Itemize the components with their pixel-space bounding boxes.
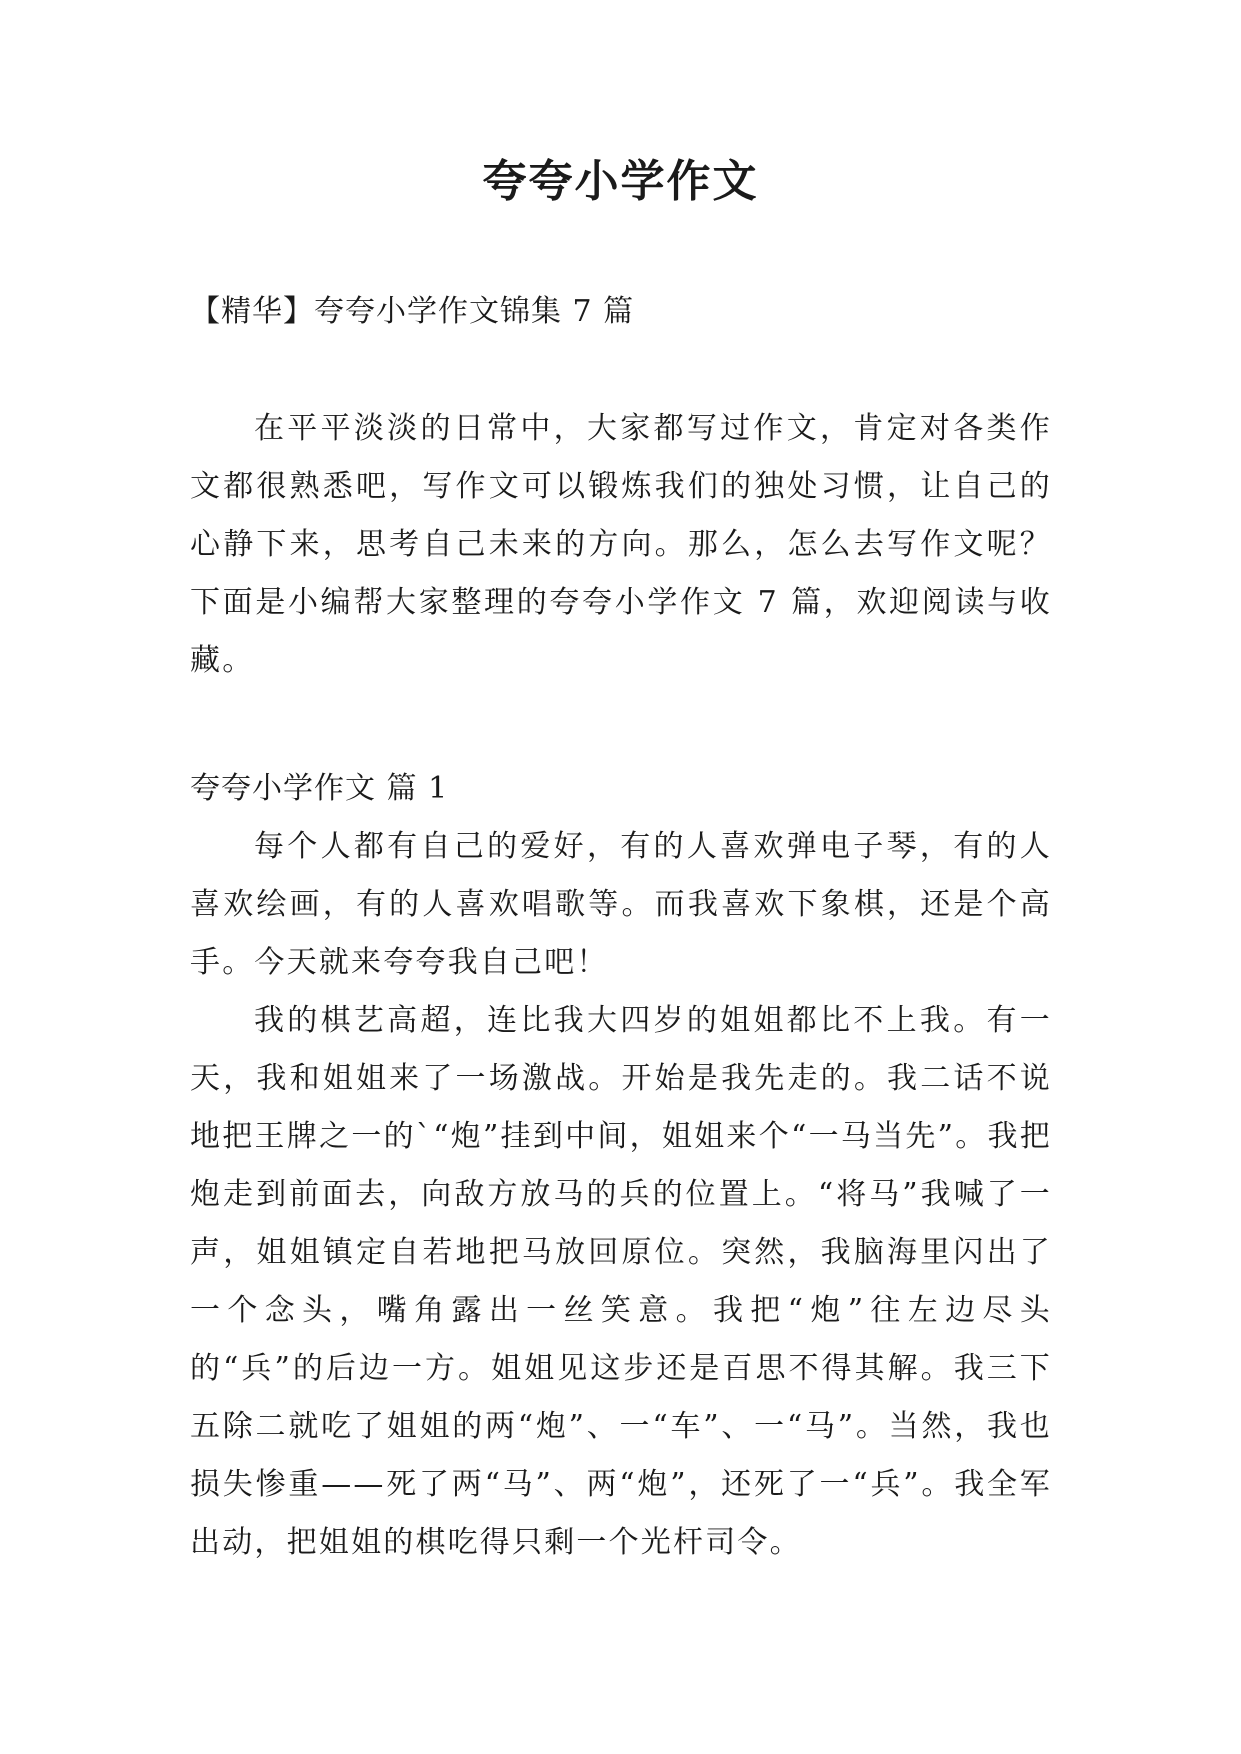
body-paragraph: 每个人都有自己的爱好，有的人喜欢弹电子琴，有的人喜欢绘画，有的人喜欢唱歌等。而我喜欢下象棋，还是个高手。今天就来夸夸我自己吧！ <box>190 829 1052 980</box>
body-paragraph: 我的棋艺高超，连比我大四岁的姐姐都比不上我。有一天，我和姐姐来了一场激战。开始是我先走的。我二话不说地把王牌之一的`“炮”挂到中间，姐姐来个“一马当先”。我把炮走到前面去，向敌方放马的兵的位置上。“将马”我喊了一声，姐姐镇定自若地把马放回原位。突然，我脑海里闪出了一个念头，嘴角露出一丝笑意。我把“炮”往左边尽头的“兵”的后边一方。姐姐见这步还是百思不得其解。我三下五除二就吃了姐姐的两“炮”、一“车”、一“马”。当然，我也损失惨重——死了两“马”、两“炮”，还死了一“兵”。我全军出动，把姐姐的棋吃得只剩一个光杆司令。 <box>190 1003 1052 1560</box>
intro-block <box>190 400 1052 690</box>
document-subtitle: 【精华】夸夸小学作文锦集 7 篇 <box>190 294 635 329</box>
section-1 <box>190 760 1052 1572</box>
document-title: 夸夸小学作文 <box>482 156 759 207</box>
section-heading: 夸夸小学作文 篇 1 <box>190 771 449 806</box>
intro-paragraph: 在平平淡淡的日常中，大家都写过作文，肯定对各类作文都很熟悉吧，写作文可以锻炼我们的独处习惯，让自己的心静下来，思考自己未来的方向。那么，怎么去写作文呢？下面是小编帮大家整理的夸夸小学作文 7 篇，欢迎阅读与收藏。 <box>190 411 1052 678</box>
